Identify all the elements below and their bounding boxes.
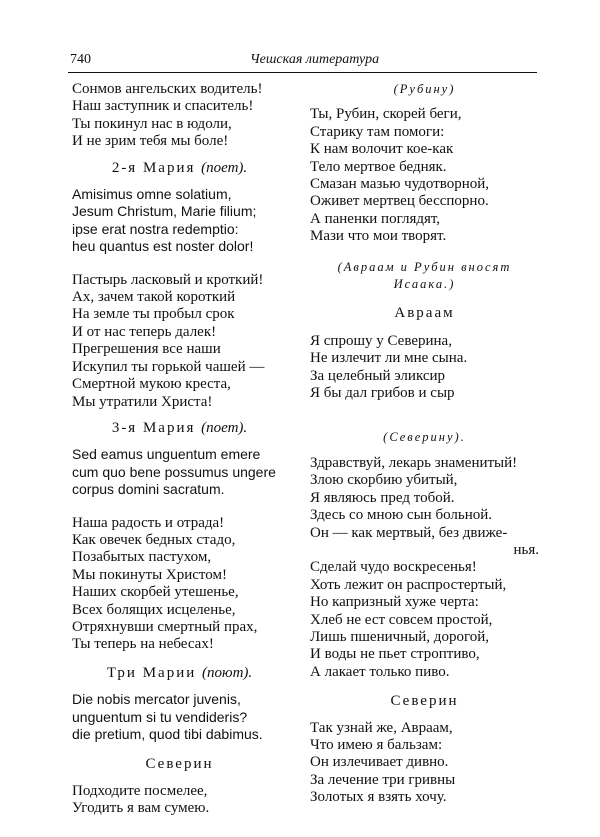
verse-line: Позабытых пастухом, (72, 549, 212, 566)
verse-line: Ах, зачем такой короткий (72, 289, 236, 306)
speaker-name: Авраам (394, 305, 455, 322)
verse-stanza (72, 783, 287, 818)
verse-line: Сделай чудо воскресенья! (310, 559, 477, 576)
verse-line: А лакает только пиво. (310, 663, 450, 680)
verse-line: Как овечек бедных стадо, (72, 531, 236, 548)
verse-line: И не зрим тебя мы боле! (72, 133, 229, 150)
verse-line: Подходите посмелее, (72, 782, 208, 799)
verse-stanza (310, 333, 539, 403)
verse-line: На земле ты пробыл срок (72, 306, 235, 323)
latin-stanza (72, 691, 287, 743)
verse-line: Здравствуй, лекарь знаменитый! (310, 454, 518, 471)
verse-stanza (310, 106, 539, 245)
verse-stanza (310, 720, 539, 807)
header-rule (68, 72, 537, 73)
stage-direction (310, 259, 539, 294)
verse-line: За целебный эликсир (310, 367, 446, 384)
verse-line: Тело мертвое бедняк. (310, 158, 447, 175)
right-column (310, 81, 539, 807)
latin-line: Sed eamus unguentum emere (72, 446, 261, 463)
verse-line: Он — как мертвый, без движе- (310, 524, 508, 541)
verse-line: Искупил ты горькой чашей — (72, 358, 265, 375)
speaker-heading (72, 756, 287, 773)
verse-line: И от нас теперь далек! (72, 323, 217, 340)
latin-line: corpus domini sacratum. (72, 481, 225, 498)
verse-line: Ты покинул нас в юдоли, (72, 115, 232, 132)
stage-direction: (поют). (202, 664, 253, 681)
verse-line: За лечение три гривны (310, 771, 456, 788)
verse-stanza (72, 515, 287, 654)
verse-line: Лишь пшеничный, дорогой, (310, 628, 489, 645)
verse-line: Сонмов ангельских водитель! (72, 81, 263, 97)
verse-stanza (72, 272, 287, 411)
stage-direction: (Рубину) (393, 82, 456, 96)
verse-line: И воды не пьет строптиво, (310, 646, 480, 663)
latin-line: heu quantus est noster dolor! (72, 238, 254, 255)
latin-line: die pretium, quod tibi dabimus. (72, 726, 263, 742)
speaker-heading (72, 665, 287, 682)
speaker-name: 2-я Мария (111, 159, 196, 176)
verse-line: Я спрошу у Северина, (310, 332, 452, 349)
speaker-heading (310, 693, 539, 710)
speaker-name: Северин (145, 756, 214, 773)
verse-line: нья. (513, 541, 539, 558)
latin-line: cum quo bene possumus ungere (72, 463, 276, 480)
verse-line: Наших скорбей утешенье, (72, 584, 239, 601)
speaker-heading (310, 305, 539, 322)
stage-direction: (Северину). (383, 429, 466, 444)
speaker-heading (72, 420, 287, 437)
verse-line: Он излечивает дивно. (310, 754, 449, 771)
latin-line: Die nobis mercator juvenis, (72, 691, 241, 708)
verse-line: Золотых я взять хочу. (310, 789, 447, 806)
verse-line: Всех болящих исцеленье, (72, 601, 236, 618)
latin-line: Amisimus omne solatium, (72, 186, 232, 203)
left-column (72, 81, 287, 818)
speaker-heading (72, 160, 287, 177)
latin-stanza (72, 186, 287, 256)
verse-line: Смертной мукою креста, (72, 376, 231, 393)
verse-line: Здесь со мною сын больной. (310, 507, 493, 524)
stage-direction-line: (Авраам и Рубин вносят (337, 259, 512, 274)
latin-line: ipse erat nostra redemptio: (72, 220, 239, 237)
verse-line: Прегрешения все наши (72, 341, 221, 358)
verse-line: Злою скорбию убитый, (310, 472, 458, 489)
verse-line: Угодить я вам сумею. (72, 800, 210, 817)
verse-stanza (310, 455, 539, 681)
verse-line: Пастырь ласковый и кроткий! (72, 271, 264, 288)
verse-line: Хоть лежит он распростертый, (310, 576, 507, 593)
verse-line: Наша радость и отрада! (72, 514, 225, 531)
latin-stanza (72, 446, 287, 498)
verse-line: Хлеб не ест совсем простой, (310, 611, 493, 628)
verse-line: Оживет мертвец бесспорно. (310, 193, 489, 210)
verse-line: Наш заступник и спаситель! (72, 98, 254, 115)
stage-direction: (поет). (201, 159, 248, 176)
verse-line: Я являюсь пред тобой. (310, 489, 455, 506)
verse-line: К нам волочит кое-как (310, 141, 454, 158)
verse-stanza (72, 81, 287, 151)
speaker-name: Три Марии (106, 664, 197, 681)
latin-line: unguentum si tu vendideris? (72, 708, 248, 725)
verse-line: Отряхнувши смертный прах, (72, 618, 258, 635)
verse-line: Ты теперь на небесах! (72, 636, 214, 653)
verse-line: Что имею я бальзам: (310, 737, 443, 753)
verse-line: Мы утратили Христа! (72, 393, 213, 410)
latin-line: Jesum Christum, Marie filium; (72, 203, 257, 220)
verse-line: Мази что мои творят. (310, 228, 447, 245)
verse-line: Я бы дал грибов и сыр (310, 385, 455, 402)
verse-line: Старику там помоги: (310, 123, 445, 140)
verse-line: А паненки поглядят, (310, 210, 441, 227)
stage-direction-line: Исаака.) (393, 277, 456, 292)
speaker-name: Северин (390, 693, 459, 710)
stage-direction: (поет). (201, 419, 248, 436)
verse-line: Так узнай же, Авраам, (310, 719, 453, 736)
verse-line: Но капризный хуже черта: (310, 594, 479, 611)
speaker-name: 3-я Мария (111, 419, 196, 436)
verse-line: Смазан мазью чудотворной, (310, 176, 490, 193)
verse-line: Мы покинуты Христом! (72, 566, 227, 583)
running-title: Чешская литература (250, 52, 380, 67)
verse-line: Ты, Рубин, скорей беги, (310, 106, 462, 123)
verse-line: Не излечит ли мне сына. (310, 350, 468, 367)
page-number: 740 (70, 52, 91, 67)
